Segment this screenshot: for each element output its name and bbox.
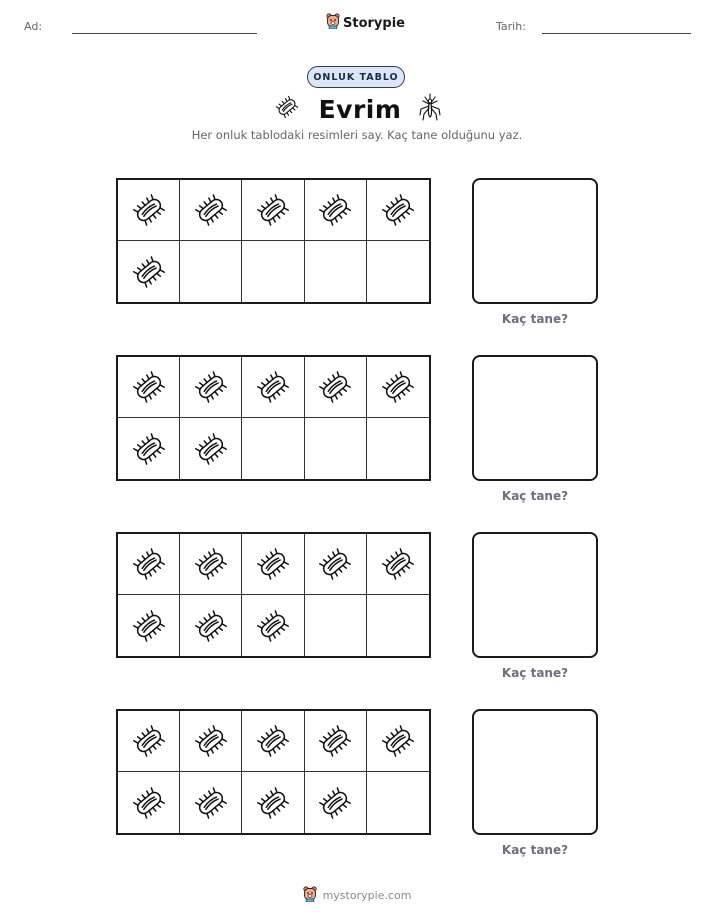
ten-frame-cell (180, 180, 242, 241)
ten-frame-cell (305, 241, 367, 302)
ten-frame-cell (367, 595, 429, 656)
answer-box[interactable] (472, 532, 598, 658)
ten-frame-cell (242, 357, 304, 418)
ten-frame-cell (367, 357, 429, 418)
answer-label: Kaç tane? (501, 666, 569, 680)
ten-frame (116, 532, 431, 658)
answer-label: Kaç tane? (501, 843, 569, 857)
ten-frame-cell (305, 180, 367, 241)
worksheet-type-badge: ONLUK TABLO (307, 66, 405, 88)
ten-frame-cell (305, 357, 367, 418)
brand-name: Storypie (343, 15, 405, 31)
bacterium-icon (191, 721, 231, 761)
ten-frame-cell (118, 772, 180, 833)
bacterium-icon (129, 367, 169, 407)
bacterium-icon (191, 190, 231, 230)
ten-frame-cell (242, 180, 304, 241)
ten-frame-cell (118, 711, 180, 772)
date-label: Tarih: (496, 20, 526, 33)
page-title: Evrim (318, 94, 402, 124)
instructions: Her onluk tablodaki resimleri say. Kaç tane olduğunu yaz. (191, 128, 523, 142)
ten-frame-cell (180, 357, 242, 418)
bacterium-icon (253, 367, 293, 407)
ten-frame-cell (305, 595, 367, 656)
ten-frame-cell (118, 180, 180, 241)
ten-frame-cell (118, 418, 180, 479)
answer-box[interactable] (472, 355, 598, 481)
brand-logo (326, 13, 405, 33)
bacterium-icon (378, 190, 418, 230)
ten-frame-cell (118, 241, 180, 302)
bacterium-icon (315, 721, 355, 761)
footer (0, 886, 714, 905)
bacterium-icon (273, 93, 301, 125)
date-field[interactable] (542, 33, 691, 34)
ten-frame-cell (367, 418, 429, 479)
ten-frame-cell (305, 772, 367, 833)
answer-label: Kaç tane? (501, 312, 569, 326)
ten-frame-cell (180, 772, 242, 833)
ten-frame-cell (180, 241, 242, 302)
ten-frame-cell (242, 418, 304, 479)
bacterium-icon (129, 783, 169, 823)
bacterium-icon (129, 190, 169, 230)
bacterium-icon (191, 783, 231, 823)
bacterium-icon (253, 783, 293, 823)
ten-frame-cell (305, 418, 367, 479)
bacterium-icon (129, 429, 169, 469)
bacterium-icon (129, 252, 169, 292)
bacterium-icon (191, 606, 231, 646)
bacterium-icon (378, 367, 418, 407)
bacterium-icon (315, 783, 355, 823)
ten-frame-cell (367, 711, 429, 772)
ten-frame (116, 355, 431, 481)
answer-box[interactable] (472, 709, 598, 835)
ten-frame-cell (242, 711, 304, 772)
ten-frame-cell (118, 595, 180, 656)
answer-box[interactable] (472, 178, 598, 304)
bacterium-icon (129, 606, 169, 646)
ten-frame-cell (242, 772, 304, 833)
ten-frame-cell (180, 595, 242, 656)
bacterium-icon (253, 721, 293, 761)
answer-label: Kaç tane? (501, 489, 569, 503)
ten-frame-cell (118, 534, 180, 595)
ten-frame-cell (180, 418, 242, 479)
footer-url: mystorypie.com (322, 889, 412, 902)
bacterium-icon (315, 544, 355, 584)
bacterium-icon (129, 544, 169, 584)
ten-frame-cell (367, 241, 429, 302)
name-field[interactable] (72, 33, 257, 34)
ten-frame-cell (242, 595, 304, 656)
ten-frame-cell (118, 357, 180, 418)
bacterium-icon (191, 544, 231, 584)
ten-frame (116, 709, 431, 835)
bacterium-icon (253, 544, 293, 584)
ten-frame-cell (180, 534, 242, 595)
ten-frame-cell (367, 772, 429, 833)
bacterium-icon (378, 721, 418, 761)
ten-frame (116, 178, 431, 304)
ten-frame-cell (305, 534, 367, 595)
ten-frame-cell (367, 534, 429, 595)
bacterium-icon (315, 190, 355, 230)
bear-mascot-icon (303, 886, 317, 905)
ten-frame-cell (242, 241, 304, 302)
bacterium-icon (253, 190, 293, 230)
ten-frame-cell (305, 711, 367, 772)
ten-frame-cell (242, 534, 304, 595)
name-label: Ad: (24, 20, 43, 33)
bacterium-icon (191, 429, 231, 469)
bear-mascot-icon (326, 13, 340, 33)
bacterium-icon (129, 721, 169, 761)
bacterium-icon (315, 367, 355, 407)
bacterium-icon (378, 544, 418, 584)
ten-frame-cell (180, 711, 242, 772)
bacterium-icon (253, 606, 293, 646)
bacterium-icon (191, 367, 231, 407)
mosquito-icon (419, 92, 441, 126)
ten-frame-cell (367, 180, 429, 241)
